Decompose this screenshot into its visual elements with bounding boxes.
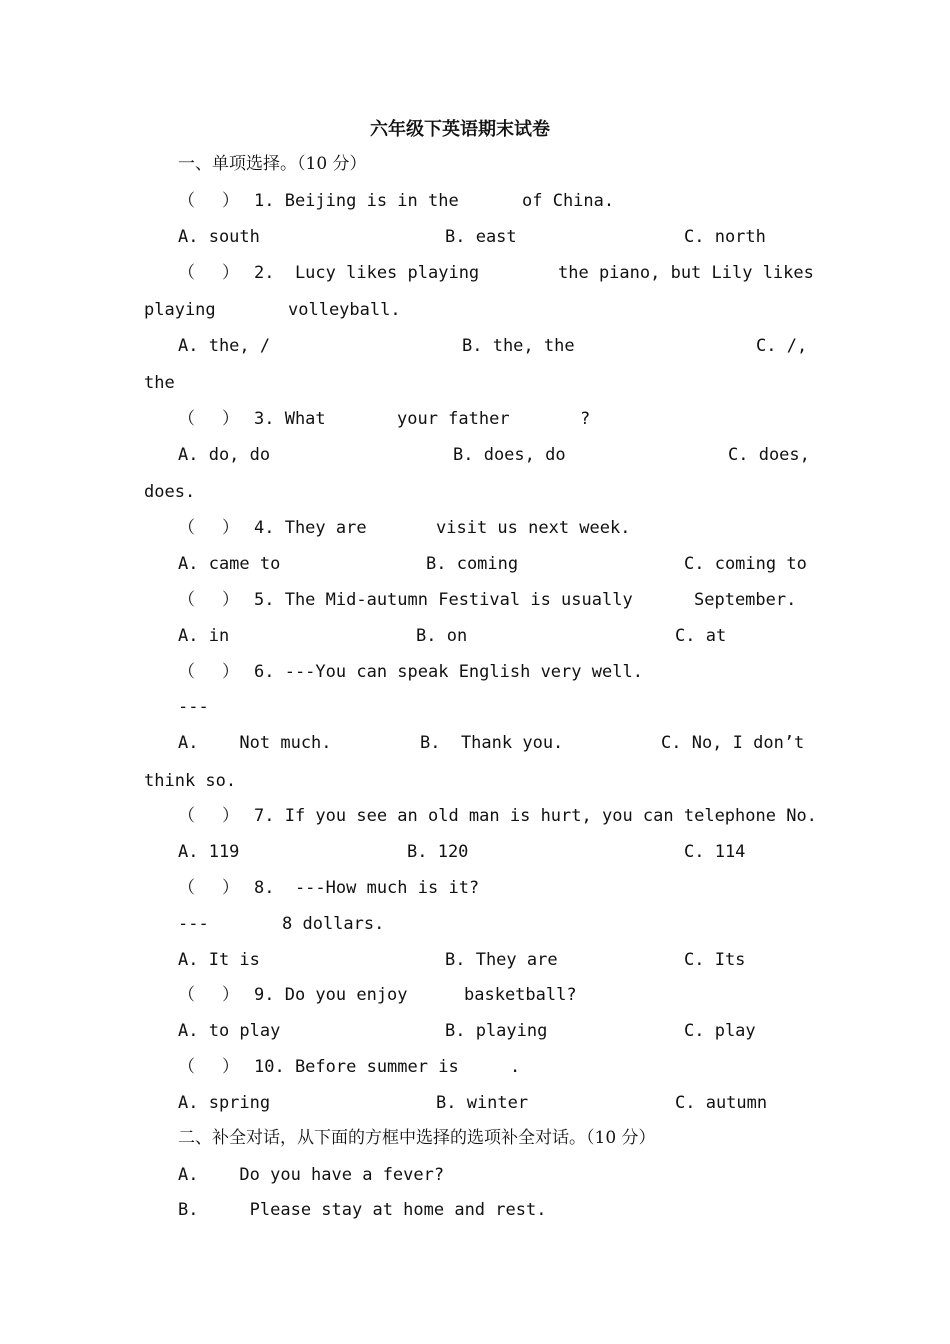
option-a: A. in [178,626,230,646]
answer-blank: （ ） [178,409,240,429]
option-b: B. does, do [453,445,566,465]
answer-blank: （ ） [178,985,240,1005]
option-c: C. at [675,626,727,646]
option-b: B. winter [436,1093,529,1113]
option-b: B. Thank you. [420,733,564,753]
option-c: C. play [684,1021,756,1041]
dialogue-option-a: A. Do you have a fever? [178,1165,445,1185]
option-b: B. playing [445,1021,548,1041]
option-a: A. It is [178,950,260,970]
question-stem: September. [694,590,797,610]
question-stem: . [510,1057,521,1077]
question-stem: 7. If you see an old man is hurt, you can telephone No. [254,806,817,826]
option-c: C. Its [684,950,746,970]
option-a: A. south [178,227,260,247]
question-stem: 10. Before summer is [254,1057,459,1077]
option-c: think so. [144,771,237,791]
question-stem: basketball? [464,985,577,1005]
answer-blank: （ ） [178,806,240,826]
option-a: A. the, / [178,336,271,356]
question-stem: 6. ---You can speak English very well. [254,662,643,682]
dialogue-option-b: B. Please stay at home and rest. [178,1200,547,1220]
question-reply: 8 dollars. [282,914,385,934]
question-reply: --- [178,914,209,934]
section-1-heading: 一、单项选择。（10 分） [178,154,367,174]
question-stem: of China. [522,191,615,211]
option-c: the [144,373,175,393]
option-c: C. coming to [684,554,807,574]
answer-blank: （ ） [178,191,240,211]
option-c: C. 114 [684,842,746,862]
option-a: A. to play [178,1021,281,1041]
question-stem: ? [580,409,591,429]
option-a: A. spring [178,1093,271,1113]
question-stem: playing [144,300,216,320]
question-stem: 2. Lucy likes playing [254,263,480,283]
option-c: C. does, [728,445,810,465]
option-b: B. coming [426,554,519,574]
option-c: C. north [684,227,766,247]
question-stem: 4. They are [254,518,367,538]
answer-blank: （ ） [178,590,240,610]
option-c: C. No, I don’t [661,733,805,753]
question-stem: the piano, but Lily likes [558,263,814,283]
option-a: A. 119 [178,842,240,862]
option-b: B. on [416,626,468,646]
option-b: B. east [445,227,517,247]
answer-blank: （ ） [178,878,240,898]
answer-blank: （ ） [178,662,240,682]
option-a: A. Not much. [178,733,332,753]
option-b: B. 120 [407,842,469,862]
question-stem: visit us next week. [436,518,631,538]
answer-blank: （ ） [178,263,240,283]
answer-blank: （ ） [178,518,240,538]
option-b: B. They are [445,950,558,970]
question-stem: your father [397,409,510,429]
option-a: A. do, do [178,445,271,465]
section-2-heading: 二、补全对话，从下面的方框中选择的选项补全对话。（10 分） [178,1128,656,1148]
question-stem: 8. ---How much is it? [254,878,480,898]
question-reply: --- [178,697,209,717]
option-c: does. [144,482,196,502]
question-stem: 5. The Mid-autumn Festival is usually [254,590,633,610]
option-a: A. came to [178,554,281,574]
answer-blank: （ ） [178,1057,240,1077]
question-stem: 9. Do you enjoy [254,985,408,1005]
question-stem: 3. What [254,409,326,429]
page-title: 六年级下英语期末试卷 [370,119,550,140]
option-c: C. autumn [675,1093,768,1113]
question-stem: 1. Beijing is in the [254,191,459,211]
option-b: B. the, the [462,336,575,356]
question-stem: volleyball. [288,300,401,320]
option-c: C. /, [756,336,808,356]
